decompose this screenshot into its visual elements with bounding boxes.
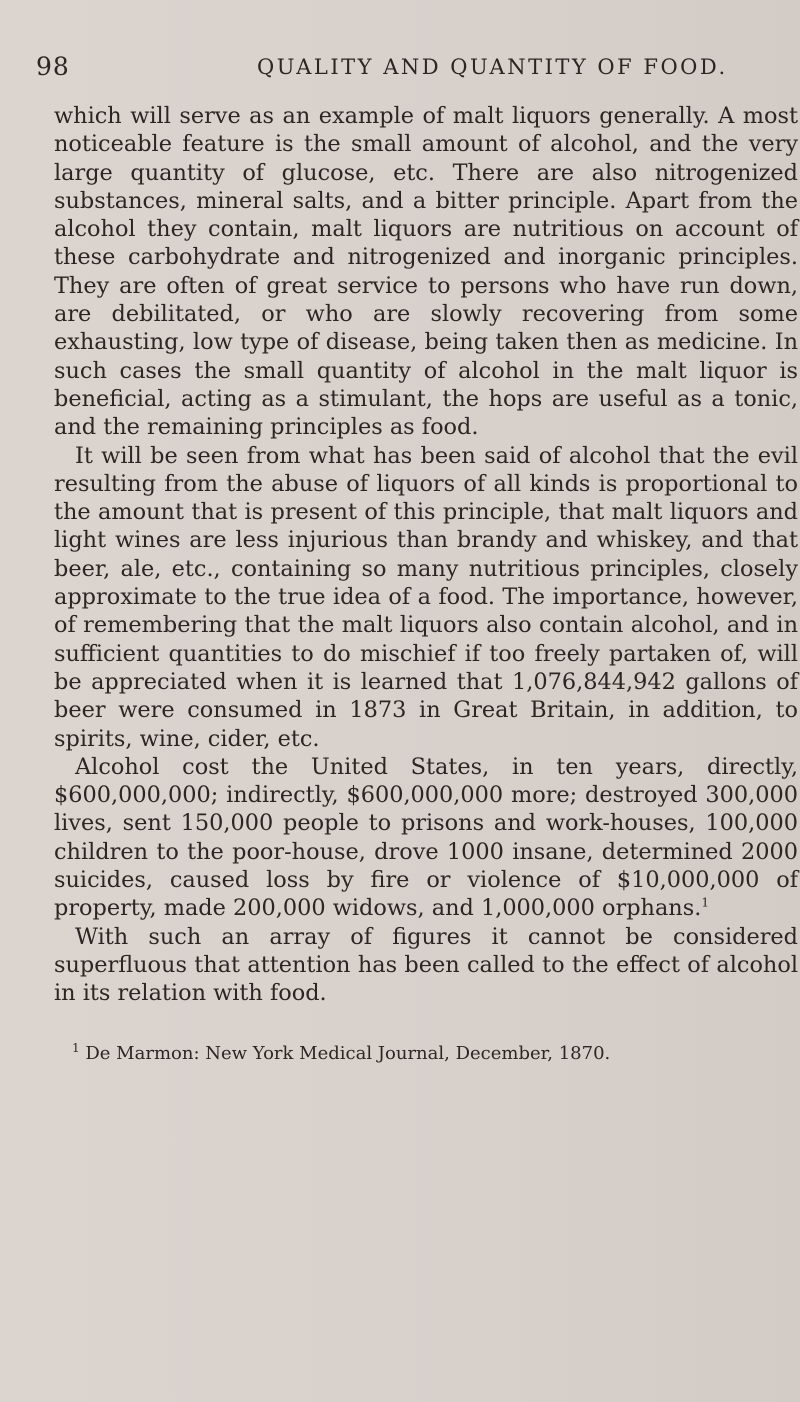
paragraph-3-text: Alcohol cost the United States, in ten years, directly, $600,000,000; indirectly, $600,000,000 more; destroyed 300,000 lives, sent 150,000 people to prisons and work-houses, 100,000 children to the poor-house, drove 1000 insane, determined 2000 suicides, caused loss by fire or violence of $10,000,000 of property, made 200,000 widows, and 1,000,000 orphans. [54,753,798,922]
running-head: QUALITY AND QUANTITY OF FOOD. [257,55,728,79]
body-text [54,102,798,1008]
paragraph-1: which will serve as an example of malt liquors generally. A most noticeable feature is the small amount of alcohol, and the very large quantity of glucose, etc. There are also nitrogenized substances, mineral salts, and a bitter principle. Apart from the alcohol they contain, malt liquors are nutritious on account of these carbohydrate and nitrogenized and inorganic principles. They are often of great service to persons who have run down, are debilitated, or who are slowly recovering from some exhausting, low type of disease, being taken then as medicine. In such cases the small quantity of alcohol in the malt liquor is beneficial, acting as a stimulant, the hops are useful as a tonic, and the remaining principles as food. [54,103,798,441]
page-number: 98 [36,52,70,81]
footnote [72,1037,772,1065]
footnote-reference: 1 [701,895,709,910]
paragraph-2: It will be seen from what has been said of alcohol that the evil resulting from the abuse of liquors of all kinds is proportional to the amount that is present of this principle, that malt liquors and light wines are less injurious than brandy and whiskey, and that beer, ale, etc., containing so many nutritious principles, closely approximate to the true idea of a food. The importance, however, of remembering that the malt liquors also contain alcohol, and in sufficient quantities to do mischief if too freely partaken of, will be appreciated when it is learned that 1,076,844,942 gallons of beer were consumed in 1873 in Great Britain, in addition, to spirits, wine, cider, etc. [54,442,798,752]
page-header [36,52,764,86]
footnote-mark: 1 [72,1041,80,1055]
paragraph-3 [54,753,798,923]
paragraph-4: With such an array of figures it cannot be considered superfluous that attention has been called to the effect of alcohol in its relation with food. [54,923,798,1007]
footnote-text: De Marmon: New York Medical Journal, December, 1870. [85,1043,611,1064]
